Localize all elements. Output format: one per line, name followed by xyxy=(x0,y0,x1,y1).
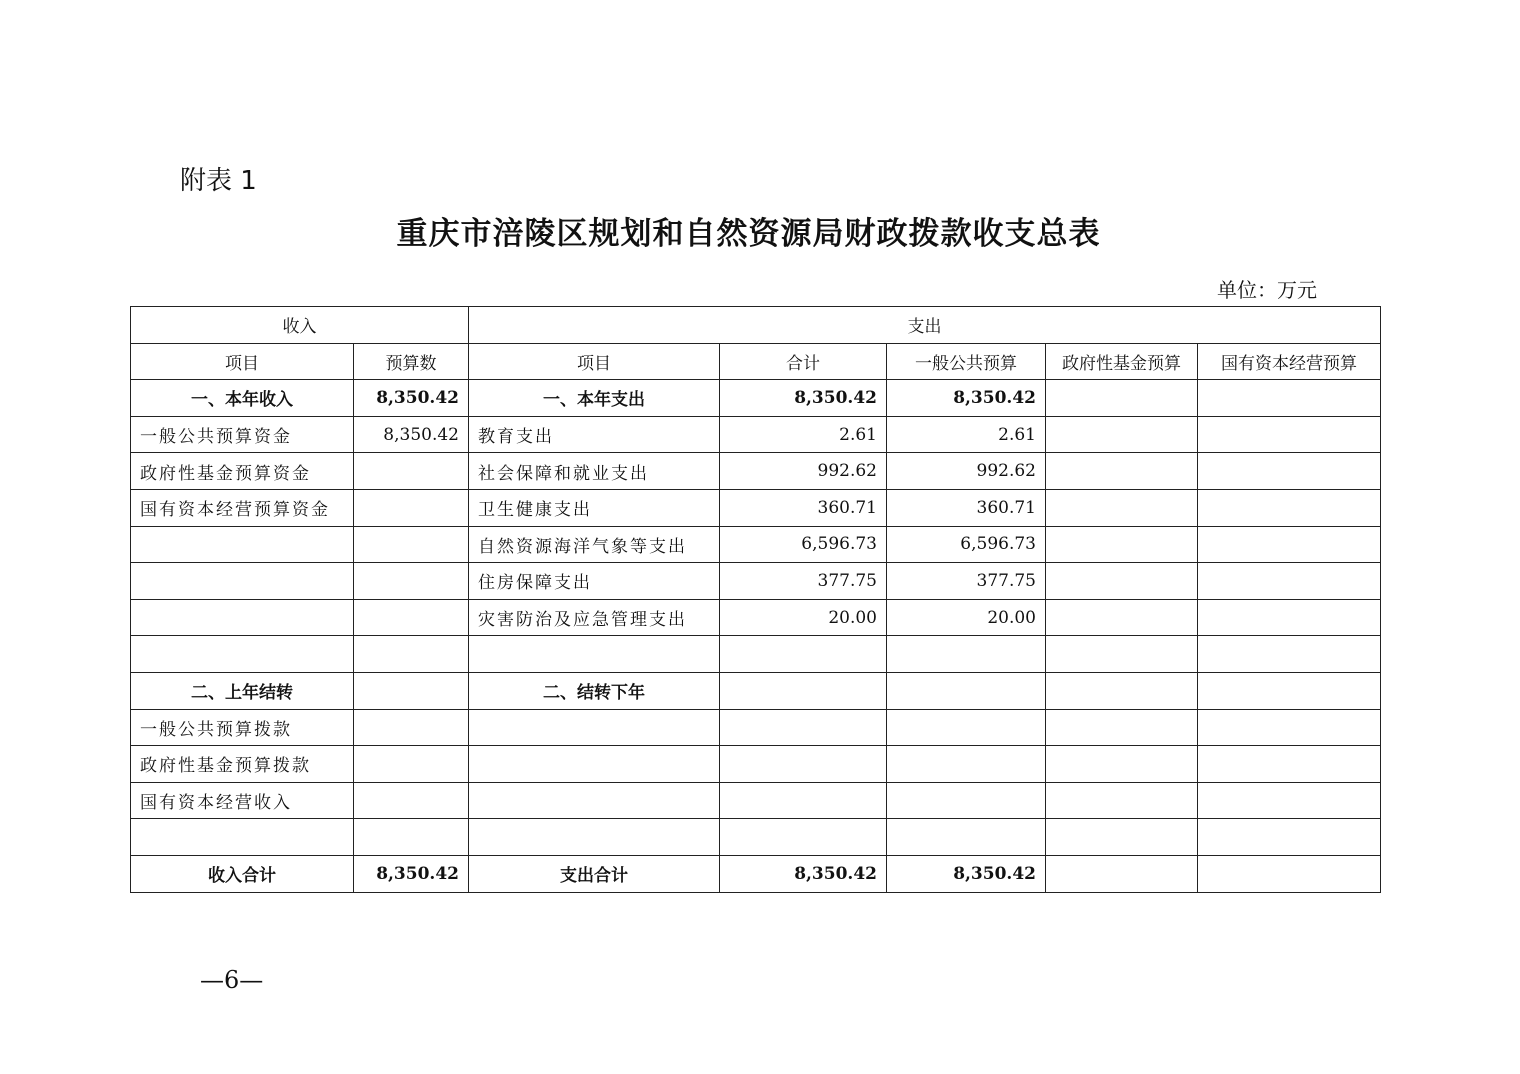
expense-item-cell: 教育支出 xyxy=(469,416,720,453)
general-budget-cell: 8,350.42 xyxy=(887,855,1046,892)
general-budget-cell: 360.71 xyxy=(887,489,1046,526)
income-amount-cell xyxy=(354,709,469,746)
income-amount-cell xyxy=(354,746,469,783)
fund-budget-cell xyxy=(1046,380,1198,417)
total-cell xyxy=(720,672,887,709)
capital-budget-cell xyxy=(1198,709,1381,746)
income-header: 收入 xyxy=(131,307,469,344)
income-amount-cell xyxy=(354,782,469,819)
income-item-cell xyxy=(131,599,354,636)
page-title: 重庆市涪陵区规划和自然资源局财政拨款收支总表 xyxy=(396,216,1101,252)
total-cell xyxy=(720,636,887,673)
income-item-cell: 二、上年结转 xyxy=(131,672,354,709)
capital-budget-cell xyxy=(1198,563,1381,600)
general-budget-cell: 2.61 xyxy=(887,416,1046,453)
fund-budget-cell xyxy=(1046,636,1198,673)
expense-item-cell xyxy=(469,746,720,783)
total-cell: 2.61 xyxy=(720,416,887,453)
income-amount-cell xyxy=(354,526,469,563)
total-cell: 360.71 xyxy=(720,489,887,526)
general-budget-cell: 20.00 xyxy=(887,599,1046,636)
income-item-cell: 一般公共预算资金 xyxy=(131,416,354,453)
table-row xyxy=(131,416,1381,453)
income-item-cell xyxy=(131,563,354,600)
expense-item-cell xyxy=(469,819,720,856)
income-item-cell: 政府性基金预算资金 xyxy=(131,453,354,490)
total-cell: 992.62 xyxy=(720,453,887,490)
general-budget-cell xyxy=(887,782,1046,819)
expense-item-cell: 社会保障和就业支出 xyxy=(469,453,720,490)
header-row-group xyxy=(131,307,1381,344)
fund-budget-cell xyxy=(1046,416,1198,453)
table-row xyxy=(131,636,1381,673)
total-cell xyxy=(720,819,887,856)
general-budget-cell xyxy=(887,672,1046,709)
general-budget-cell xyxy=(887,709,1046,746)
fund-budget-cell xyxy=(1046,855,1198,892)
income-amount-cell xyxy=(354,672,469,709)
income-item-cell xyxy=(131,636,354,673)
capital-budget-cell xyxy=(1198,416,1381,453)
total-cell xyxy=(720,746,887,783)
expense-item-cell: 支出合计 xyxy=(469,855,720,892)
expense-item-cell xyxy=(469,782,720,819)
table-body xyxy=(131,380,1381,892)
table-row xyxy=(131,489,1381,526)
fund-budget-cell xyxy=(1046,672,1198,709)
total-cell: 8,350.42 xyxy=(720,380,887,417)
fund-budget-cell xyxy=(1046,819,1198,856)
general-budget-cell: 8,350.42 xyxy=(887,380,1046,417)
fund-budget-cell xyxy=(1046,453,1198,490)
income-item-cell: 一般公共预算拨款 xyxy=(131,709,354,746)
income-item-header: 项目 xyxy=(131,343,354,380)
income-item-cell: 国有资本经营预算资金 xyxy=(131,489,354,526)
fund-budget-cell xyxy=(1046,563,1198,600)
expense-item-cell xyxy=(469,709,720,746)
expense-item-cell xyxy=(469,636,720,673)
expense-item-cell: 灾害防治及应急管理支出 xyxy=(469,599,720,636)
capital-budget-cell xyxy=(1198,453,1381,490)
total-cell xyxy=(720,709,887,746)
general-budget-cell xyxy=(887,746,1046,783)
income-amount-cell xyxy=(354,453,469,490)
table-row xyxy=(131,526,1381,563)
total-cell: 8,350.42 xyxy=(720,855,887,892)
unit-label: 单位：万元 xyxy=(1217,278,1317,302)
expense-item-cell: 住房保障支出 xyxy=(469,563,720,600)
income-amount-cell: 8,350.42 xyxy=(354,380,469,417)
capital-budget-cell xyxy=(1198,746,1381,783)
expense-header: 支出 xyxy=(469,307,1381,344)
capital-budget-header: 国有资本经营预算 xyxy=(1198,343,1381,380)
income-amount-cell xyxy=(354,563,469,600)
general-budget-cell xyxy=(887,636,1046,673)
income-item-cell: 政府性基金预算拨款 xyxy=(131,746,354,783)
expense-item-header: 项目 xyxy=(469,343,720,380)
budget-amount-header: 预算数 xyxy=(354,343,469,380)
table-row xyxy=(131,855,1381,892)
table-row xyxy=(131,672,1381,709)
capital-budget-cell xyxy=(1198,526,1381,563)
table-row xyxy=(131,380,1381,417)
capital-budget-cell xyxy=(1198,380,1381,417)
fund-budget-cell xyxy=(1046,489,1198,526)
capital-budget-cell xyxy=(1198,672,1381,709)
expense-item-cell: 二、结转下年 xyxy=(469,672,720,709)
expense-item-cell: 自然资源海洋气象等支出 xyxy=(469,526,720,563)
general-budget-cell: 377.75 xyxy=(887,563,1046,600)
total-cell: 20.00 xyxy=(720,599,887,636)
income-amount-cell: 8,350.42 xyxy=(354,416,469,453)
general-budget-header: 一般公共预算 xyxy=(887,343,1046,380)
table-row xyxy=(131,782,1381,819)
capital-budget-cell xyxy=(1198,636,1381,673)
header-row-columns xyxy=(131,343,1381,380)
table-row xyxy=(131,563,1381,600)
expense-item-cell: 卫生健康支出 xyxy=(469,489,720,526)
page-number: —6— xyxy=(200,966,264,994)
total-cell xyxy=(720,782,887,819)
table-row xyxy=(131,819,1381,856)
fund-budget-cell xyxy=(1046,709,1198,746)
income-item-cell: 一、本年收入 xyxy=(131,380,354,417)
general-budget-cell xyxy=(887,819,1046,856)
attachment-label: 附表 1 xyxy=(180,166,257,196)
expense-item-cell: 一、本年支出 xyxy=(469,380,720,417)
general-budget-cell: 992.62 xyxy=(887,453,1046,490)
income-item-cell xyxy=(131,819,354,856)
table-row xyxy=(131,453,1381,490)
table-row xyxy=(131,599,1381,636)
fund-budget-header: 政府性基金预算 xyxy=(1046,343,1198,380)
capital-budget-cell xyxy=(1198,782,1381,819)
income-item-cell: 收入合计 xyxy=(131,855,354,892)
capital-budget-cell xyxy=(1198,489,1381,526)
fund-budget-cell xyxy=(1046,746,1198,783)
general-budget-cell: 6,596.73 xyxy=(887,526,1046,563)
fund-budget-cell xyxy=(1046,782,1198,819)
capital-budget-cell xyxy=(1198,599,1381,636)
income-amount-cell: 8,350.42 xyxy=(354,855,469,892)
table-row xyxy=(131,709,1381,746)
income-item-cell: 国有资本经营收入 xyxy=(131,782,354,819)
income-amount-cell xyxy=(354,489,469,526)
fund-budget-cell xyxy=(1046,526,1198,563)
budget-summary-table xyxy=(130,306,1381,893)
total-cell: 6,596.73 xyxy=(720,526,887,563)
income-amount-cell xyxy=(354,819,469,856)
total-header: 合计 xyxy=(720,343,887,380)
capital-budget-cell xyxy=(1198,819,1381,856)
capital-budget-cell xyxy=(1198,855,1381,892)
total-cell: 377.75 xyxy=(720,563,887,600)
income-item-cell xyxy=(131,526,354,563)
income-amount-cell xyxy=(354,599,469,636)
table-row xyxy=(131,746,1381,783)
income-amount-cell xyxy=(354,636,469,673)
fund-budget-cell xyxy=(1046,599,1198,636)
